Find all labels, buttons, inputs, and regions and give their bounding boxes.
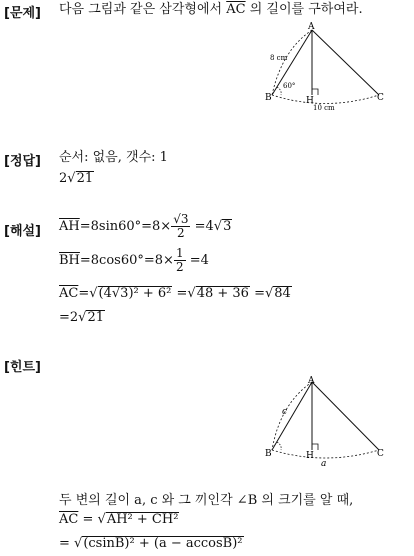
exp-l1-a: =8sin60°=8× — [79, 219, 172, 234]
answer-radicand: 21 — [76, 171, 94, 186]
exp-l4-a: =2 — [59, 310, 79, 325]
exp-l3-rad3: 84 — [274, 286, 291, 301]
hint-line1: 두 변의 길이 a, c 와 그 끼인각 ∠B 의 크기를 알 때, — [59, 493, 354, 508]
problem-segment: $\overline{AC}$ — [226, 2, 246, 17]
side-ab-label: 8 cm — [270, 54, 288, 62]
exp-l3-rad1: (4√3)² + 6² — [98, 286, 172, 301]
hint-line3: = √(csinB)² + (a − accosB)² — [59, 536, 243, 551]
exp-l1-b: =4 — [190, 219, 214, 234]
hint-triangle-figure — [262, 372, 392, 468]
exp-l2-frac — [174, 247, 186, 274]
answer-coef: 2 — [59, 171, 68, 186]
explanation-tag: [해설] — [4, 224, 41, 239]
side-ac-line — [312, 30, 379, 95]
right-angle-mark — [312, 89, 318, 95]
exp-l3-c: = — [249, 286, 265, 301]
hint-angle-b-arc — [277, 442, 281, 450]
explanation-line1: $\overline{AH}=8\sin 60^\circ=8\times$ $\frac{√3}{2}$ =4√3 — [59, 212, 232, 240]
exp-l4-rad: 21 — [87, 310, 105, 325]
explanation-line3: $\overline{AC}=√(4√3)^2 + 6^2 =√48 + 36 =√84$ — [59, 286, 291, 301]
hint-side-a-label: a — [321, 459, 327, 468]
hint-vertex-b-label: B — [265, 449, 272, 459]
answer-tag: [정답] — [4, 154, 41, 169]
hint-tag: [힌트] — [4, 360, 41, 375]
hint-right-angle-mark — [312, 444, 318, 450]
exp-l2-a: =8cos60°=8× — [79, 253, 174, 268]
exp-l3-b: = — [172, 286, 188, 301]
vertex-b-label: B — [265, 93, 272, 103]
problem-text-before: 다음 그림과 같은 삼각형에서 — [59, 2, 227, 17]
hint-side-ab-line — [272, 382, 312, 450]
exp-l2-den: 2 — [175, 260, 184, 274]
hint-side-a-brace — [272, 450, 379, 458]
problem-tag: [문제] — [4, 6, 41, 21]
vertex-h-label: H — [306, 96, 314, 106]
exp-l1-num: √3 — [173, 212, 189, 226]
problem-text — [59, 2, 363, 18]
exp-l1-frac — [171, 213, 190, 240]
vertex-a-label: A — [308, 22, 315, 32]
angle-b-label: 60° — [283, 82, 296, 90]
hint-line2: $\overline{AC} = √AH^2 + CH^2$ — [59, 512, 179, 527]
hint-side-ac-line — [312, 382, 379, 450]
exp-seg-ac: $\overline{AC}$ — [59, 286, 79, 301]
explanation-line4: =2√21 — [59, 310, 105, 325]
hint-vertex-h-label: H — [306, 451, 314, 461]
hint-vertex-a-label: A — [308, 376, 315, 386]
answer-line1: 순서: 없음, 갯수: 1 — [59, 150, 168, 165]
hint-l3-a: = — [59, 536, 75, 551]
side-bc-brace — [272, 95, 379, 104]
triangle-figure — [262, 20, 392, 112]
exp-l3-rad2: 48 + 36 — [196, 286, 249, 301]
exp-seg-ah: $\overline{AH}$ — [59, 219, 80, 234]
exp-l1-den: 2 — [177, 226, 185, 240]
hint-l2-a: = — [78, 512, 98, 527]
explanation-line2 — [59, 244, 209, 278]
angle-b-arc — [277, 87, 281, 95]
hint-l3-rad: (csinB)² + (a − accosB)² — [83, 536, 243, 551]
side-bc-label: 10 cm — [313, 104, 335, 112]
vertex-c-label: C — [377, 93, 384, 103]
hint-l2-rad: AH² + CH² — [106, 512, 179, 527]
hint-side-c-label: c — [282, 407, 288, 417]
answer-line2: 2√21 — [59, 171, 94, 186]
exp-l1-rad: 3 — [223, 219, 232, 234]
exp-l2-num: 1 — [175, 246, 184, 260]
hint-vertex-c-label: C — [377, 449, 384, 459]
exp-l2-b: =4 — [185, 253, 209, 268]
exp-seg-bh: $\overline{BH}$ — [59, 253, 80, 268]
exp-l3-a: = — [78, 286, 90, 301]
problem-text-after: 의 길이를 구하여라. — [245, 2, 363, 17]
hint-seg-ac: $\overline{AC}$ — [59, 512, 79, 527]
